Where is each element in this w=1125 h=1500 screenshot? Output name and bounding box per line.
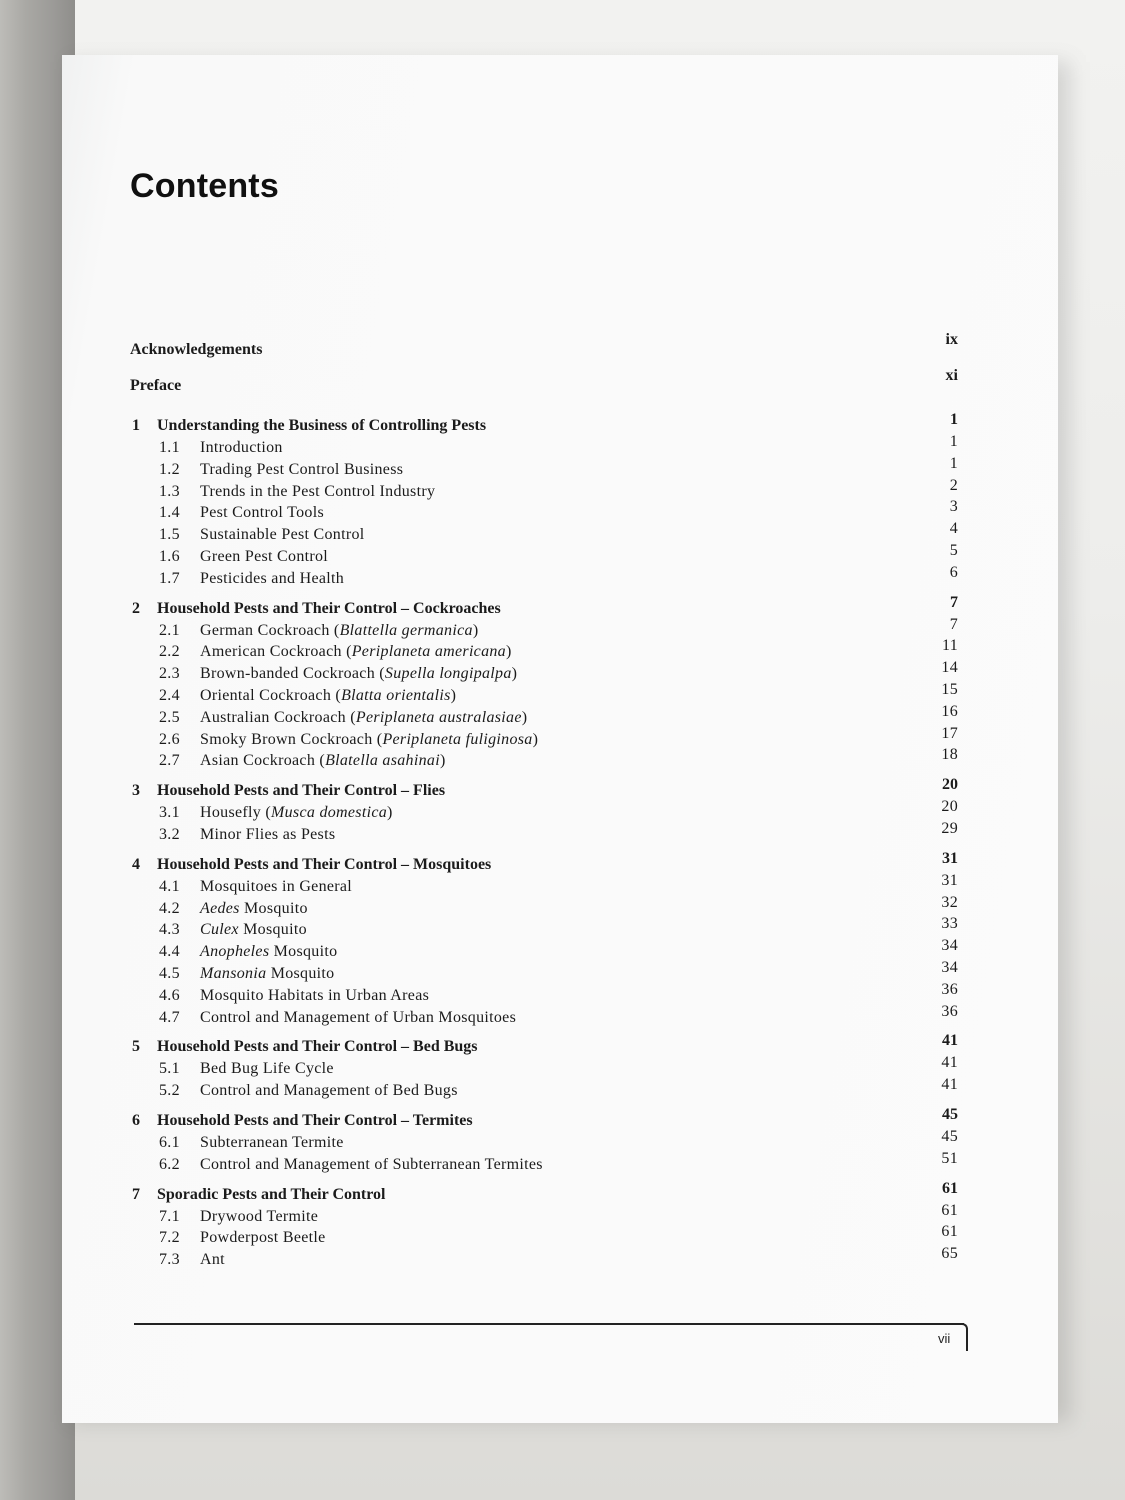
chapter-heading [130,411,958,437]
section-title [200,707,527,729]
section-number: 5.1 [159,1060,180,1078]
title-text: Mosquitoes in General [200,877,353,895]
section-page-number: 1 [949,454,958,472]
chapter-block [130,593,958,773]
title-text: Introduction [200,439,283,456]
section-number: 4.1 [159,877,180,895]
title-text: Pest Control Tools [200,504,325,522]
chapter-number: 2 [132,599,140,617]
species-name: Blattella germanica [339,621,473,639]
section-title [200,876,352,898]
species-name: Blatella asahinai [325,752,440,770]
section-title [200,685,456,707]
title-text: Oriental Cockroach ( [200,686,342,704]
chapter-number: 4 [132,855,140,873]
section-number: 2.5 [159,708,180,726]
section-entry [130,937,958,963]
section-page-number: 32 [941,893,958,911]
section-number: 3.1 [159,804,180,822]
footer-rule [134,1323,964,1325]
section-entry [130,541,958,568]
section-page-number: 33 [941,915,958,933]
section-page-number: 45 [941,1127,958,1145]
section-page-number: 41 [941,1054,958,1072]
chapter-title: Understanding the Business of Controlling Pests [157,417,487,434]
chapter-title: Household Pests and Their Control – Flies [157,782,446,800]
section-entry [130,915,958,941]
chapter-block [130,849,958,1029]
title-text: ) [506,643,512,661]
title-text: Trading Pest Control Business [200,460,404,478]
chapter-number: 7 [132,1185,140,1203]
chapter-heading [130,1105,958,1132]
section-title [200,546,328,568]
section-number: 1.1 [159,439,180,456]
chapter-page-number: 45 [942,1105,958,1123]
section-entry [130,1127,958,1154]
section-number: 6.1 [159,1133,180,1151]
section-entry [130,746,958,772]
title-text: ) [521,708,528,726]
title-text: Mosquito Habitats in Urban Areas [200,986,430,1004]
section-page-number: 61 [941,1223,958,1241]
title-text: ) [511,665,518,683]
section-title [200,1058,334,1080]
section-number: 4.3 [159,921,180,939]
title-text: Green Pest Control [200,547,329,565]
section-entry [130,702,958,729]
section-entry [130,637,958,663]
section-number: 2.3 [159,665,180,683]
section-page-number: 51 [941,1149,958,1167]
chapter-page-number: 61 [942,1179,958,1197]
section-page-number: 34 [941,958,958,976]
entry-page-number: xi [945,367,958,384]
section-title [200,985,429,1007]
entry-title: Preface [130,377,182,394]
chapter-block [130,1032,958,1102]
section-title [200,750,446,772]
chapter-title: Household Pests and Their Control – Termites [157,1111,473,1129]
title-text: Australian Cockroach ( [200,708,356,726]
section-number: 2.6 [159,730,180,748]
book-page [62,55,1058,1423]
title-text: Trends in the Pest Control Industry [200,482,436,500]
chapter-number: 3 [132,782,140,800]
section-entry [130,476,958,503]
title-text: Smoky Brown Cockroach ( [200,730,383,748]
page-number: vii [938,1331,951,1346]
chapter-number: 5 [132,1038,140,1056]
title-text: German Cockroach ( [200,621,340,639]
section-title [200,1007,516,1029]
chapter-page-number: 7 [950,593,958,611]
section-entry [130,454,958,481]
section-number: 1.4 [159,504,180,522]
section-number: 5.2 [159,1082,180,1100]
section-entry [130,980,958,1007]
title-text: American Cockroach ( [200,643,352,661]
section-entry [130,563,958,590]
chapter-heading [130,1032,958,1058]
section-number: 2.2 [159,643,180,661]
table-of-contents [130,329,958,1271]
section-number: 2.4 [159,686,180,704]
section-title [200,898,308,920]
title-text: Mosquito [266,964,335,982]
species-name: Blatta orientalis [341,686,451,704]
section-entry [130,1076,958,1102]
section-page-number: 6 [949,563,958,581]
chapter-heading [130,1179,958,1206]
title-text: Sustainable Pest Control [200,526,365,544]
section-page-number: 36 [941,1002,958,1020]
section-title [200,524,365,546]
section-number: 1.5 [159,526,180,544]
section-entry [130,659,958,685]
section-entry [130,819,958,846]
title-text: Control and Management of Urban Mosquitoes [200,1008,517,1026]
title-text: Powderpost Beetle [200,1229,326,1247]
front-matter-entry [130,329,958,365]
title-text: ) [472,621,479,639]
section-page-number: 29 [941,819,958,837]
title-text: ) [450,686,457,704]
title-text: ) [532,730,539,748]
section-page-number: 2 [949,476,958,494]
section-number: 1.3 [159,482,180,500]
chapter-title: Household Pests and Their Control – Bed Bugs [157,1038,478,1056]
section-page-number: 16 [941,702,958,720]
section-title [200,1206,318,1228]
species-name: Periplaneta fuliginosa [382,730,533,748]
section-title [200,802,393,824]
section-title [200,1227,326,1249]
section-page-number: 1 [949,433,958,450]
section-number: 1.6 [159,547,180,565]
chapter-page-number: 20 [942,776,958,794]
section-title [200,729,538,751]
section-number: 4.2 [159,899,180,917]
title-text: Subterranean Termite [200,1133,344,1151]
section-page-number: 41 [941,1076,958,1094]
section-title [200,941,337,963]
title-text: Drywood Termite [200,1207,319,1225]
section-entry [130,498,958,524]
chapter-heading [130,849,958,876]
section-entry [130,1223,958,1249]
section-entry [130,1149,958,1176]
front-matter-entry [130,365,958,401]
title-text: ) [387,804,393,822]
entry-page-number: ix [945,331,958,348]
section-title [200,1154,543,1176]
section-title [200,963,334,985]
species-name: Supella longipalpa [384,665,512,683]
page-title: Contents [130,167,279,205]
section-title [200,568,344,590]
entry-title: Acknowledgements [130,341,263,358]
section-entry [130,871,958,898]
section-page-number: 17 [941,724,958,742]
title-text: ) [439,752,446,770]
title-text: Mosquito [238,921,307,939]
section-title [200,919,307,941]
title-text: Minor Flies as Pests [200,825,336,843]
section-entry [130,724,958,751]
section-page-number: 34 [941,937,958,955]
section-number: 2.1 [159,621,180,639]
section-number: 4.5 [159,964,180,982]
species-name: Culex [200,921,239,939]
section-entry [130,1245,958,1271]
section-entry [130,520,958,546]
chapter-block [130,1179,958,1271]
section-page-number: 5 [949,541,958,559]
section-title [200,663,517,685]
chapter-page-number: 31 [942,849,958,867]
footer-rule-hook [960,1323,968,1351]
section-title [200,620,478,642]
chapter-title: Household Pests and Their Control – Mosquitoes [157,855,492,873]
section-page-number: 18 [941,746,958,764]
section-page-number: 20 [941,798,958,816]
section-title [200,502,324,524]
title-text: Housefly ( [200,804,271,822]
section-number: 1.7 [159,569,180,587]
section-entry [130,680,958,707]
section-entry [130,615,958,642]
section-title [200,1080,458,1102]
title-text: Mosquito [269,943,338,961]
species-name: Mansonia [200,964,267,982]
section-entry [130,893,958,920]
section-number: 4.4 [159,943,180,961]
section-number: 3.2 [159,825,180,843]
chapter-page-number: 1 [950,411,958,428]
chapter-title: Sporadic Pests and Their Control [157,1185,386,1203]
section-entry [130,433,958,459]
section-title [200,437,283,459]
section-page-number: 3 [949,498,958,516]
section-page-number: 61 [941,1201,958,1219]
title-text: Control and Management of Bed Bugs [200,1082,458,1100]
section-page-number: 14 [941,659,958,677]
chapter-block [130,776,958,846]
section-page-number: 36 [941,980,958,998]
title-text: Ant [200,1251,225,1269]
section-title [200,824,335,846]
species-name: Periplaneta americana [351,643,506,661]
section-title [200,641,512,663]
section-entry [130,1002,958,1029]
title-text: Brown-banded Cockroach ( [200,665,385,683]
section-title [200,481,435,503]
chapter-page-number: 41 [942,1032,958,1050]
title-text: Control and Management of Subterranean Termites [200,1155,543,1173]
section-number: 2.7 [159,752,180,770]
species-name: Periplaneta australasiae [355,708,522,726]
title-text: Mosquito [239,899,308,917]
chapter-block [130,1105,958,1176]
section-entry [130,1201,958,1228]
section-title [200,1249,225,1271]
section-page-number: 31 [941,871,958,889]
species-name: Aedes [200,899,240,917]
chapter-number: 1 [132,417,140,434]
section-page-number: 65 [941,1245,958,1263]
section-entry [130,1054,958,1080]
section-page-number: 11 [941,637,958,655]
section-number: 6.2 [159,1155,180,1173]
title-text: Asian Cockroach ( [200,752,326,770]
section-number: 1.2 [159,460,180,478]
section-page-number: 4 [949,520,958,538]
section-entry [130,798,958,824]
section-title [200,1132,344,1154]
section-title [200,459,403,481]
section-number: 4.6 [159,986,180,1004]
section-number: 7.3 [159,1251,180,1269]
section-entry [130,958,958,985]
species-name: Musca domestica [270,804,388,822]
chapter-number: 6 [132,1111,140,1129]
species-name: Anopheles [200,943,270,961]
chapter-block [130,411,958,590]
section-number: 7.1 [159,1207,180,1225]
section-number: 4.7 [159,1008,180,1026]
section-page-number: 15 [941,680,958,698]
chapter-title: Household Pests and Their Control – Cockroaches [157,599,501,617]
chapter-heading [130,776,958,802]
title-text: Bed Bug Life Cycle [200,1060,334,1078]
section-number: 7.2 [159,1229,180,1247]
section-page-number: 7 [949,615,958,633]
title-text: Pesticides and Health [200,569,345,587]
chapter-heading [130,593,958,620]
